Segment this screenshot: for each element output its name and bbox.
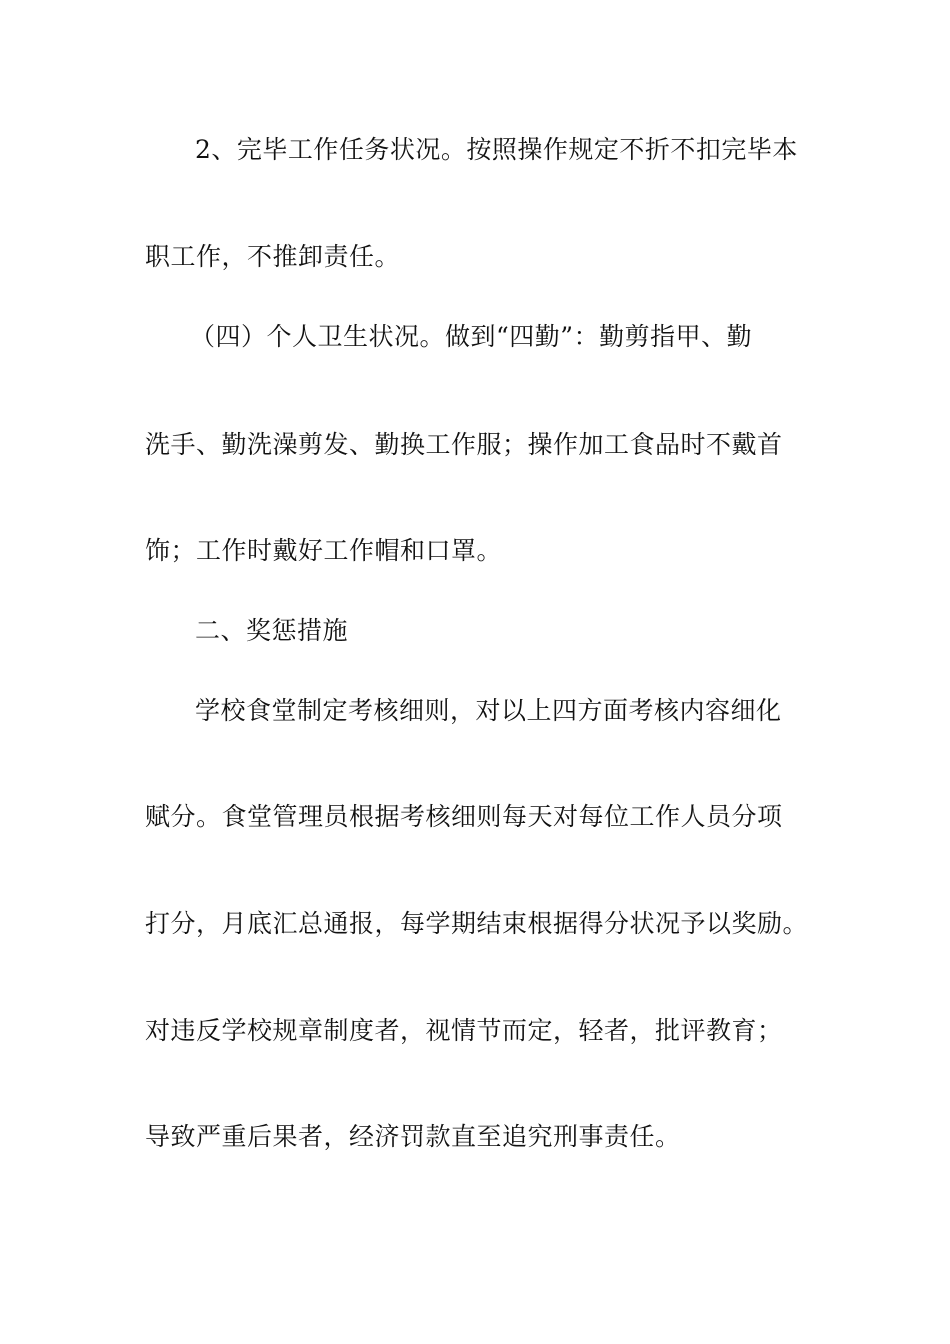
paragraph-assessment-line-3: 打分，月底汇总通报，每学期结束根据得分状况予以奖励。 [145, 909, 809, 938]
paragraph-assessment-line-1: 学校食堂制定考核细则，对以上四方面考核内容细化 [195, 696, 782, 725]
paragraph-task-completion-line-2: 职工作，不推卸责任。 [145, 242, 401, 271]
paragraph-personal-hygiene-line-3: 饰；工作时戴好工作帽和口罩。 [145, 536, 503, 565]
paragraph-task-completion-line-1: 2、完毕工作任务状况。按照操作规定不折不扣完毕本 [195, 135, 798, 164]
paragraph-assessment-line-2: 赋分。食堂管理员根据考核细则每天对每位工作人员分项 [145, 802, 783, 831]
section-heading-rewards-penalties: 二、奖惩措施 [195, 616, 349, 645]
paragraph-assessment-line-4: 对违反学校规章制度者，视情节而定，轻者，批评教育； [145, 1016, 783, 1045]
paragraph-personal-hygiene-line-1: （四）个人卫生状况。做到“四勤”：勤剪指甲、勤 [190, 322, 753, 351]
paragraph-personal-hygiene-line-2: 洗手、勤洗澡剪发、勤换工作服；操作加工食品时不戴首 [145, 430, 783, 459]
paragraph-assessment-line-5: 导致严重后果者，经济罚款直至追究刑事责任。 [145, 1122, 681, 1151]
